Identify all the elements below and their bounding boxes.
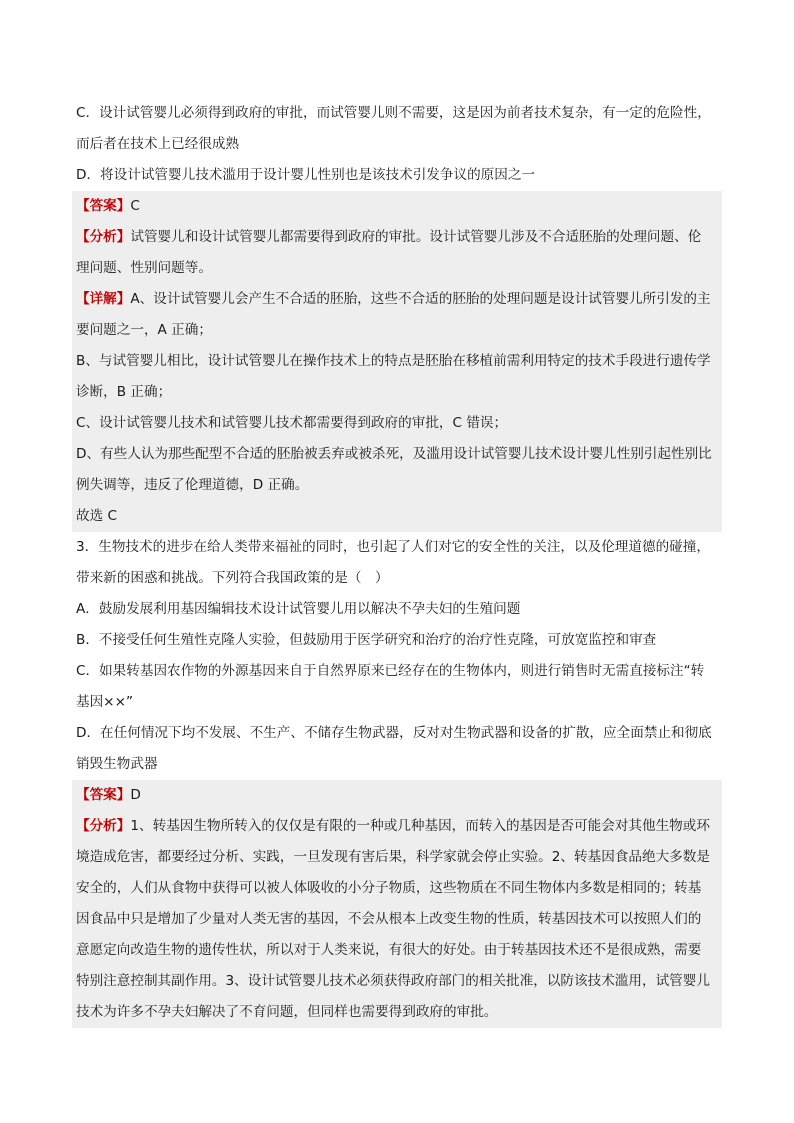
q3-stem-line2: 带来新的困惑和挑战。下列符合我国政策的是（ ） bbox=[76, 570, 389, 586]
q3-analysis-line1 bbox=[72, 811, 722, 842]
q3-analysis-line4: 因食品中只是增加了少量对人类无害的基因，不会从根本上改变生物的性质，转基因技术可以按照人们的 bbox=[72, 904, 722, 935]
q2-analysis-line2: 理问题、性别问题等。 bbox=[72, 253, 722, 284]
q3-option-c-line2: 基因××” bbox=[76, 694, 134, 710]
q3-analysis-line3: 安全的，人们从食物中获得可以被人体吸收的小分子物质，这些物质在不同生物体内多数是相同的；转基 bbox=[72, 873, 722, 904]
q3-option-d-line1: D．在任何情况下均不发展、不生产、不储存生物武器，反对对生物武器和设备的扩散，应全面禁止和彻底 bbox=[76, 725, 712, 741]
answer-value: C bbox=[130, 198, 140, 214]
q3-option-a: A．鼓励发展利用基因编辑技术设计试管婴儿用以解决不孕夫妇的生殖问题 bbox=[76, 601, 521, 617]
answer-tag: 【答案】 bbox=[76, 198, 131, 214]
q2-detail-b-line2: 诊断，B 正确； bbox=[72, 377, 722, 408]
detail-tag: 【详解】 bbox=[76, 291, 131, 307]
q2-detail-b-line1: B、与试管婴儿相比，设计试管婴儿在操作技术上的特点是胚胎在移植前需利用特定的技术手段进行遗传学 bbox=[72, 346, 722, 377]
q2-detail-d-line2: 例失调等，违反了伦理道德，D 正确。 bbox=[72, 470, 722, 501]
document-body bbox=[72, 98, 722, 1028]
q3-option-c-line1: C．如果转基因农作物的外源基因来自于自然界原来已经存在的生物体内，则进行销售时无需直接标注“转 bbox=[76, 663, 705, 679]
q2-detail-conclusion: 故选 C bbox=[72, 501, 722, 532]
detail-text: A、设计试管婴儿会产生不合适的胚胎，这些不合适的胚胎的处理问题是设计试管婴儿所引发的主 bbox=[130, 291, 711, 307]
q2-option-d-line1: D．将设计试管婴儿技术滥用于设计婴儿性别也是该技术引发争议的原因之一 bbox=[76, 167, 536, 183]
analysis-tag: 【分析】 bbox=[76, 818, 131, 834]
analysis-text: 1、转基因生物所转入的仅仅是有限的一种或几种基因，而转入的基因是否可能会对其他生物或环 bbox=[130, 818, 710, 834]
analysis-text: 试管婴儿和设计试管婴儿都需要得到政府的审批。设计试管婴儿涉及不合适胚胎的处理问题、伦 bbox=[130, 229, 702, 245]
analysis-tag: 【分析】 bbox=[76, 229, 131, 245]
q2-detail-a-line1 bbox=[72, 284, 722, 315]
q3-analysis-line7: 技术为许多不孕夫妇解决了不育问题，但同样也需要得到政府的审批。 bbox=[72, 997, 722, 1028]
answer-tag: 【答案】 bbox=[76, 787, 131, 803]
q3-answer bbox=[72, 780, 722, 811]
q2-detail-c-line1: C、设计试管婴儿技术和试管婴儿技术都需要得到政府的审批，C 错误； bbox=[72, 408, 722, 439]
q3-option-b: B．不接受任何生殖性克隆人实验，但鼓励用于医学研究和治疗的治疗性克隆，可放宽监控和审查 bbox=[76, 632, 657, 648]
q2-analysis-line1 bbox=[72, 222, 722, 253]
q2-detail-d-line1: D、有些人认为那些配型不合适的胚胎被丢弃或被杀死，及滥用设计试管婴儿技术设计婴儿性别引起性别比 bbox=[72, 439, 722, 470]
q3-option-d-line2: 销毁生物武器 bbox=[76, 756, 158, 772]
q2-answer bbox=[72, 191, 722, 222]
answer-value: D bbox=[130, 787, 141, 803]
q2-option-c-line1: C．设计试管婴儿必须得到政府的审批，而试管婴儿则不需要，这是因为前者技术复杂，有一定的危险性， bbox=[76, 105, 711, 121]
q3-stem-line1: 3．生物技术的进步在给人类带来福祉的同时，也引起了人们对它的安全性的关注，以及伦理道德的碰撞， bbox=[76, 539, 710, 555]
q3-analysis-line5: 意愿定向改造生物的遗传性状，所以对于人类来说，有很大的好处。由于转基因技术还不是很成熟，需要 bbox=[72, 935, 722, 966]
q3-analysis-line6: 特别注意控制其副作用。3、设计试管婴儿技术必须获得政府部门的相关批准，以防该技术滥用，试管婴儿 bbox=[72, 966, 722, 997]
q2-detail-a-line2: 要问题之一，A 正确； bbox=[72, 315, 722, 346]
q3-analysis-line2: 境造成危害，都要经过分析、实践，一旦发现有害后果，科学家就会停止实验。2、转基因食品绝大多数是 bbox=[72, 842, 722, 873]
q2-option-c-line2: 而后者在技术上已经很成熟 bbox=[76, 136, 240, 152]
